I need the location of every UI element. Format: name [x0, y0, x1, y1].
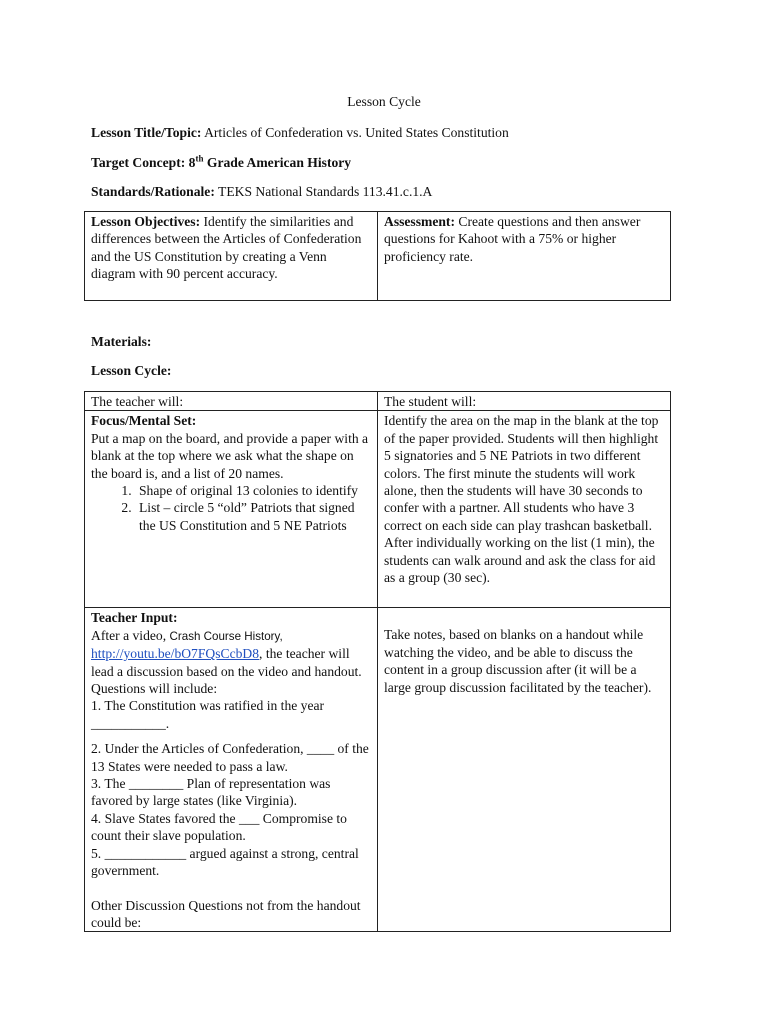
objectives-label: Lesson Objectives:	[91, 214, 201, 229]
input-label: Teacher Input:	[91, 610, 178, 626]
lesson-title-value: Articles of Confederation vs. United States Constitution	[204, 125, 509, 140]
question-3: 3. The ________ Plan of representation was favored by large states (like Virginia).	[91, 776, 331, 809]
input-row	[85, 608, 671, 932]
video-link[interactable]: http://youtu.be/bO7FQsCcbD8	[91, 646, 260, 662]
page-title: Lesson Cycle	[347, 94, 421, 109]
focus-label: Focus/Mental Set:	[91, 413, 197, 429]
teacher-header: The teacher will:	[85, 392, 378, 411]
assessment-text: Create questions and then answer questions for Kahoot with a 75% or higher proficiency rate.	[384, 214, 641, 264]
objectives-text: Identify the similarities and differences between the Articles of Confederation and the US Constitution by creating a Venn diagram with 90 percent accuracy.	[91, 214, 362, 282]
focus-teacher-cell	[85, 411, 378, 608]
objectives-table	[84, 211, 671, 301]
student-header: The student will:	[378, 392, 671, 411]
question-5: 5. ____________ argued against a strong, central government.	[91, 845, 359, 879]
focus-student-cell: Identify the area on the map in the blank at the top of the paper provided. Students will then highlight 5 signatories and 5 NE Patriots in two different colors. The first minute the students will work alone, then the students will have 30 seconds to confer with a partner. All students who have 3 correct on each side can play trashcan basketball. After individually working on the list (1 min), the students can walk around and ask the class for aid as a group (30 sec).	[378, 411, 671, 608]
standards-value: TEKS National Standards 113.41.c.1.A	[218, 184, 433, 199]
materials-heading	[91, 333, 151, 350]
target-grade-number: 8	[188, 155, 196, 170]
standards-label: Standards/Rationale:	[91, 184, 215, 199]
input-intro: After a video,	[91, 627, 170, 643]
objectives-cell	[85, 212, 378, 301]
lesson-cycle-heading	[91, 362, 171, 379]
assessment-label: Assessment:	[384, 214, 455, 229]
target-concept-value: Grade American History	[206, 155, 352, 170]
focus-text: Put a map on the board, and provide a paper with a blank at the top where we ask what the shape on the board is, and a list of 20 names.	[91, 430, 369, 481]
objectives-row	[85, 212, 671, 301]
input-teacher-cell	[85, 608, 378, 932]
lesson-cycle-table	[84, 391, 671, 932]
lesson-title-line	[91, 124, 509, 141]
question-2: 2. Under the Articles of Confederation, ____ of the 13 States were needed to pass a law.	[91, 741, 369, 774]
video-title: Crash Course History,	[169, 629, 283, 643]
other-questions: Other Discussion Questions not from the handout could be:	[91, 897, 361, 930]
target-concept-line	[91, 154, 351, 171]
assessment-cell	[378, 212, 671, 301]
target-concept-label: Target Concept:	[91, 155, 186, 170]
standards-line	[91, 183, 432, 200]
focus-list	[91, 482, 371, 534]
focus-row	[85, 411, 671, 608]
input-intro-cont: , the teacher will lead a discussion based on the video and handout. Questions will include:	[91, 646, 362, 697]
list-item: 2. List – circle 5 “old” Patriots that signed the US Constitution and 5 NE Patriots	[135, 499, 371, 534]
target-grade-suffix: th	[195, 153, 204, 164]
lesson-title-label: Lesson Title/Topic:	[91, 125, 202, 140]
lesson-cycle-label: Lesson Cycle:	[91, 363, 172, 378]
question-4: 4. Slave States favored the ___ Compromise to count their slave population.	[91, 810, 347, 844]
list-item: 1. Shape of original 13 colonies to identify	[135, 482, 371, 499]
input-student-cell: Take notes, based on blanks on a handout while watching the video, and be able to discuss the content in a group discussion after (it will be a large group discussion facilitated by the teacher).	[378, 608, 671, 932]
header-row	[85, 392, 671, 411]
materials-label: Materials:	[91, 334, 152, 349]
question-1: 1. The Constitution was ratified in the year ___________.	[91, 698, 325, 731]
